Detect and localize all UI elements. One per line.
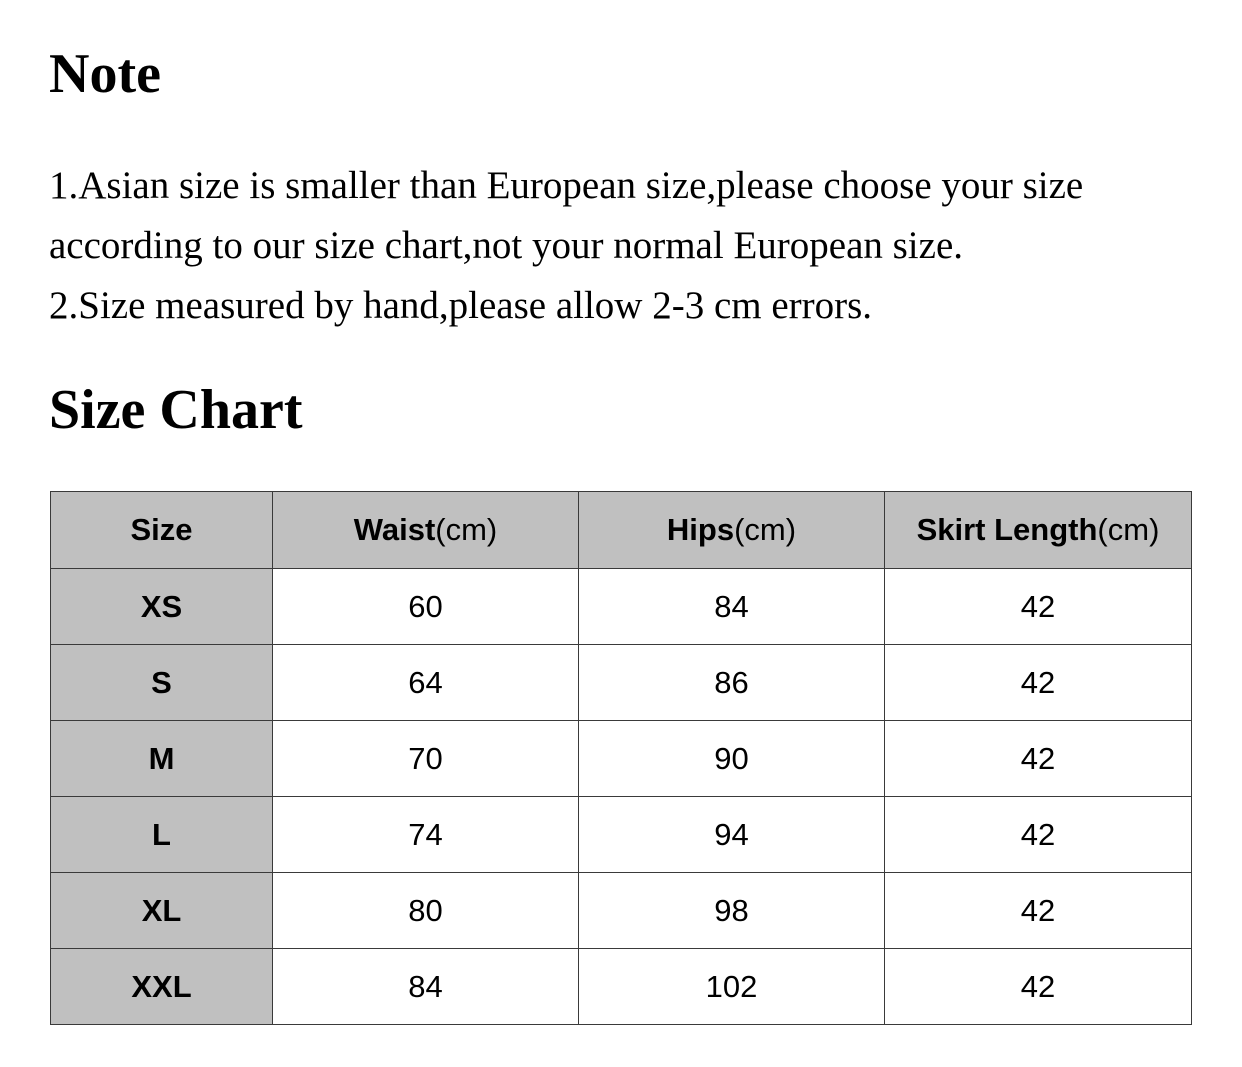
waist-cell: 64 [273,645,579,721]
table-row [51,797,1192,873]
note-line-3: 2.Size measured by hand,please allow 2-3 cm errors. [49,284,873,327]
note-body [49,156,1219,336]
size-cell: XL [51,873,273,949]
size-cell: S [51,645,273,721]
header-size [51,492,273,569]
header-hips [579,492,885,569]
table-header-row [51,492,1192,569]
hips-cell: 86 [579,645,885,721]
header-skirt-length [885,492,1192,569]
table-row [51,873,1192,949]
header-waist-unit: (cm) [435,512,498,547]
header-skirt-length-unit: (cm) [1097,512,1160,547]
waist-cell: 74 [273,797,579,873]
table-row [51,949,1192,1025]
header-waist-label: Waist [353,512,436,547]
size-cell: XXL [51,949,273,1025]
skirt-length-cell: 42 [885,721,1192,797]
skirt-length-cell: 42 [885,797,1192,873]
note-line-2: according to our size chart,not your normal European size. [49,224,964,267]
hips-cell: 84 [579,569,885,645]
size-cell: M [51,721,273,797]
table-row [51,721,1192,797]
header-hips-unit: (cm) [734,512,797,547]
header-hips-label: Hips [666,512,735,547]
skirt-length-cell: 42 [885,569,1192,645]
size-chart-table [50,491,1192,1025]
skirt-length-cell: 42 [885,949,1192,1025]
header-waist [273,492,579,569]
header-skirt-length-label: Skirt Length [916,512,1098,547]
note-line-1: 1.Asian size is smaller than European size,please choose your size [49,164,1084,207]
hips-cell: 98 [579,873,885,949]
size-chart-heading: Size Chart [49,379,303,441]
hips-cell: 94 [579,797,885,873]
waist-cell: 84 [273,949,579,1025]
size-cell: XS [51,569,273,645]
waist-cell: 80 [273,873,579,949]
table-row [51,569,1192,645]
skirt-length-cell: 42 [885,645,1192,721]
waist-cell: 70 [273,721,579,797]
skirt-length-cell: 42 [885,873,1192,949]
note-heading: Note [49,43,161,105]
waist-cell: 60 [273,569,579,645]
hips-cell: 102 [579,949,885,1025]
hips-cell: 90 [579,721,885,797]
header-size-label: Size [130,512,193,547]
table-row [51,645,1192,721]
size-cell: L [51,797,273,873]
